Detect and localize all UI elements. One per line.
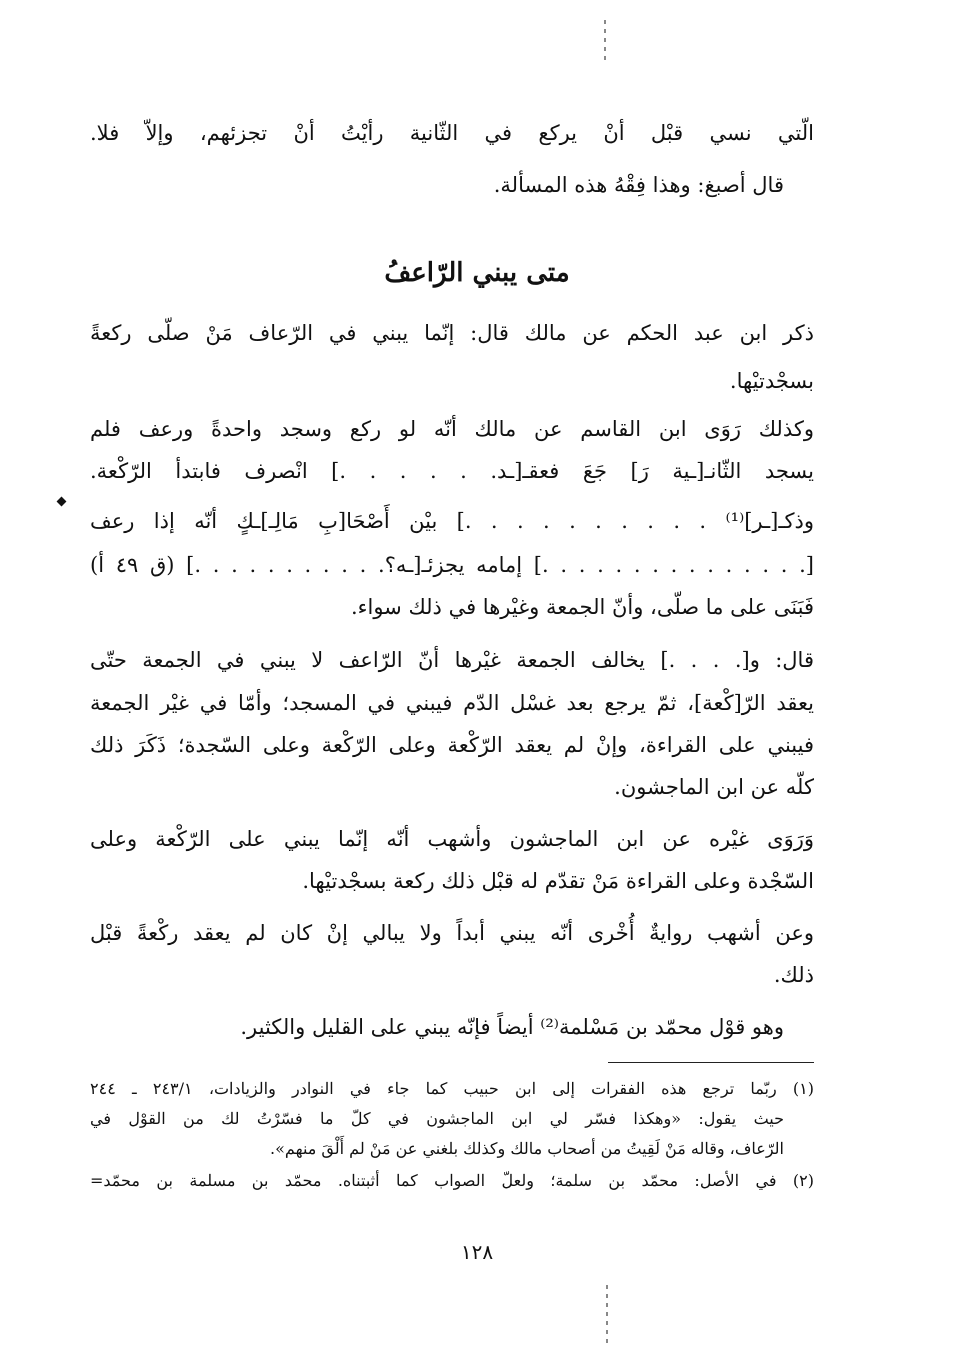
body-line: يعقد الرّ[كْعة]، ثمّ يرجع بعد غسْل الدّم فيبني في المسجد؛ وأمّا في غيْر الجمعة	[90, 691, 814, 715]
scan-artifact	[606, 1285, 608, 1345]
body-line: وهو قوْل محمّد بن مَسْلمة⁽²⁾ أيضاً فإنّه يبني على القليل والكثير.	[240, 1015, 784, 1039]
footnote-line: الرّعاف، وقاله مَنْ لَقِيتُ من أصحاب مالك وكذلك بلغني عن مَنْ لم أَلْقَ منهم».	[270, 1139, 784, 1158]
body-line: وذكـ[ـر]⁽¹⁾ . . . . . . . . . .] بيْن أَصْحَا[بِ مَالِـ]ـكٍ أنّه إذا رعف	[90, 509, 814, 533]
body-line: قال: و[. . . .] يخالف الجمعة غيْرها أنّ الرّاعف لا يبني في الجمعة حتّى	[90, 648, 814, 672]
body-line: وكذلك رَوَى ابن القاسم عن مالك أنّه لو ركع وسجد واحدةً ورعف فلم	[90, 417, 814, 441]
body-line: بسجْدتيْها.	[729, 369, 814, 393]
body-line: وَرَوَى غيْره عن ابن الماجشون وأشهب أنّه إنّما يبني على الرّكْعة وعلى	[90, 827, 814, 851]
footnote-line: (٢) في الأصل: محمّد بن سلمة؛ ولعلّ الصواب كما أثبتناه. محمّد بن مسلمة بن محمّد=	[90, 1171, 814, 1190]
page-number: ١٢٨	[460, 1240, 494, 1264]
footnote-line: حيث يقول: «وهكذا فسّر لي ابن الماجشون في كلّ ما فسّرْتُ لك من القوْل في	[90, 1109, 784, 1128]
footnote-line: (١) ربّما ترجع هذه الفقرات إلى ابن حبيب كما جاء في النوادر والزيادات، ٢٤٣/١ ـ ٢٤٤	[90, 1079, 814, 1098]
body-line: ذكر ابن عبد الحكم عن مالك قال: إنّما يبني في الرّعاف مَنْ صلّى ركعةً	[90, 321, 814, 345]
body-line: فَبَنَى على ما صلّى، وأنّ الجمعة وغيْرها في ذلك سواء.	[350, 595, 814, 619]
body-line: يسجد الثّانـ[ـية رَ] جَعَ فعقـ[ـد. . . . . .] انْصرف فابتدأ الرّكْعة.	[90, 459, 814, 483]
margin-mark	[57, 497, 67, 507]
body-line: كلّه عن ابن الماجشون.	[614, 775, 814, 799]
body-line: فيبني على القراءة، وإنْ لم يعقد الرّكْعة وعلى الرّكْعة وعلى السّجدة؛ ذَكَرَ ذلك	[90, 733, 814, 757]
body-line: [. . . . . . . . . . . . . . .] إمامه يجزئـ[ـه؟. . . . . . . . . . .] (ق ٤٩ أ)	[90, 553, 815, 577]
scan-artifact	[604, 20, 606, 65]
body-line: قال أصبغ: وهذا فِقْهُ هذه المسألة.	[493, 173, 784, 197]
body-line: ذلك.	[773, 963, 814, 987]
body-line: الّتي نسي قبْل أنْ يركع في الثّانية رأيْتُ أنْ تجزئهم، وإلاّ فلا.	[90, 121, 814, 145]
section-heading: متى يبني الرّاعفُ	[384, 258, 570, 288]
footnote-separator	[608, 1062, 814, 1063]
body-line: السّجْدة وعلى القراءة مَنْ تقدّم له قبْل ذلك ركعة بسجْدتيْها.	[302, 869, 814, 893]
body-line: وعن أشهب روايةٌ أُخْرى أنّه يبني أبداً ولا يبالي إنْ كان لم يعقد ركْعةً قبْل	[90, 921, 814, 945]
